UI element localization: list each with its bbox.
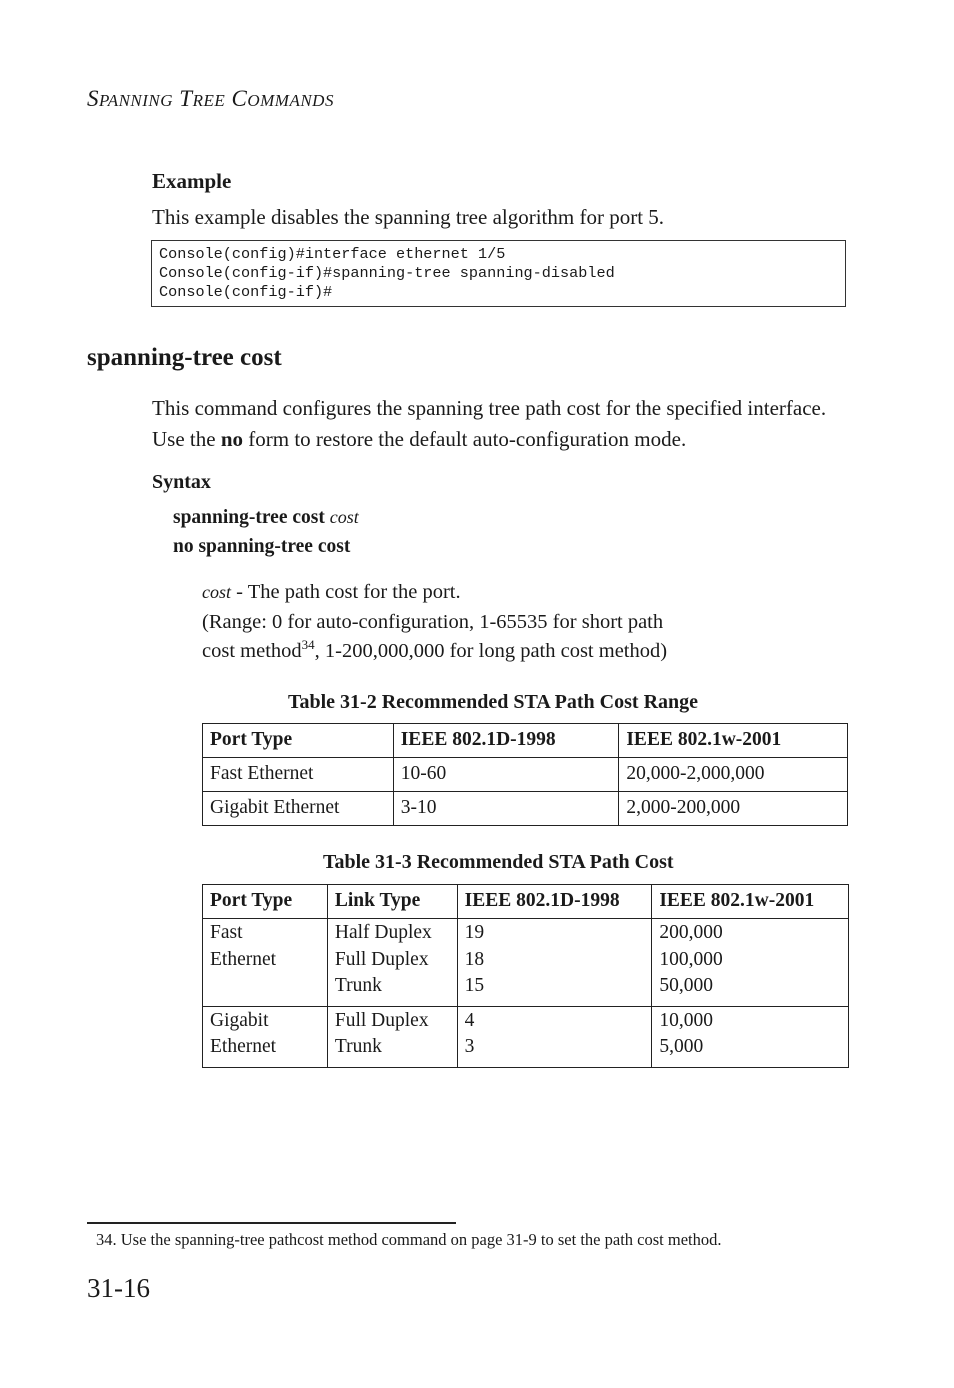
table-cell: Fast Ethernet: [203, 919, 328, 1007]
table-header: Port Type: [203, 885, 328, 919]
table-row: [203, 792, 848, 826]
running-head: SPANNING TREE COMMANDS: [87, 86, 334, 111]
table-cell: Gigabit Ethernet: [203, 1006, 328, 1067]
table-cell: 19 18 15: [457, 919, 652, 1007]
table1-caption: Table 31-2 Recommended STA Path Cost Range: [288, 691, 699, 713]
table-cell: Half Duplex Full Duplex Trunk: [327, 919, 457, 1007]
table-path-cost: [202, 884, 849, 1068]
section-title: spanning-tree cost: [87, 344, 282, 371]
table-cell: 20,000-2,000,000: [619, 758, 848, 792]
table2-caption: Table 31-3 Recommended STA Path Cost: [323, 851, 674, 873]
syntax-no-command: no spanning-tree cost: [173, 536, 351, 557]
table-header-row: [203, 724, 848, 758]
table-cell: 3-10: [393, 792, 619, 826]
table-cell: 10,000 5,000: [652, 1006, 849, 1067]
table-cell: 4 3: [457, 1006, 652, 1067]
footnote: 34. Use the spanning-tree pathcost method command on page 31-9 to set the path cost method.: [96, 1230, 722, 1249]
table-header: IEEE 802.1w-2001: [619, 724, 848, 758]
table-cell: 200,000 100,000 50,000: [652, 919, 849, 1007]
footnote-divider: [87, 1222, 456, 1224]
page-number: 31-16: [87, 1273, 150, 1303]
table-path-cost-range: [202, 723, 848, 826]
table-cell: 10-60: [393, 758, 619, 792]
keyword-no: no: [220, 427, 244, 451]
table-header: Link Type: [327, 885, 457, 919]
parameter-description: cost - The path cost for the port. (Range: 0 for auto-configuration, 1-65535 for short path cost method$^{34}$, 1-200,000,000 for long path cost method): [202, 581, 668, 662]
example-heading: Example: [152, 169, 232, 193]
syntax-command: spanning-tree cost cost: [173, 507, 359, 528]
table-cell: Fast Ethernet: [203, 758, 394, 792]
table-row: [203, 919, 849, 1007]
table-cell: Gigabit Ethernet: [203, 792, 394, 826]
code-block: Console(config)#interface ethernet 1/5 Console(config-if)#spanning-tree spanning-disabled Console(config-if)#: [151, 240, 846, 307]
syntax-heading: Syntax: [152, 471, 211, 493]
syntax-arg: cost: [329, 507, 359, 527]
footnote-ref: 34: [301, 637, 315, 653]
table-cell: 2,000-200,000: [619, 792, 848, 826]
table-header: Port Type: [203, 724, 394, 758]
table-cell: Full Duplex Trunk: [327, 1006, 457, 1067]
table-row: [203, 758, 848, 792]
table-row: [203, 1006, 849, 1067]
table-header: IEEE 802.1D-1998: [393, 724, 619, 758]
table-header: IEEE 802.1D-1998: [457, 885, 652, 919]
example-text: This example disables the spanning tree algorithm for port 5.: [152, 205, 665, 229]
table-header-row: [203, 885, 849, 919]
section-description: This command configures the spanning tree path cost for the specified interface. Use the no form to restore the default auto-configuration mode.: [152, 396, 827, 451]
table-header: IEEE 802.1w-2001: [652, 885, 849, 919]
